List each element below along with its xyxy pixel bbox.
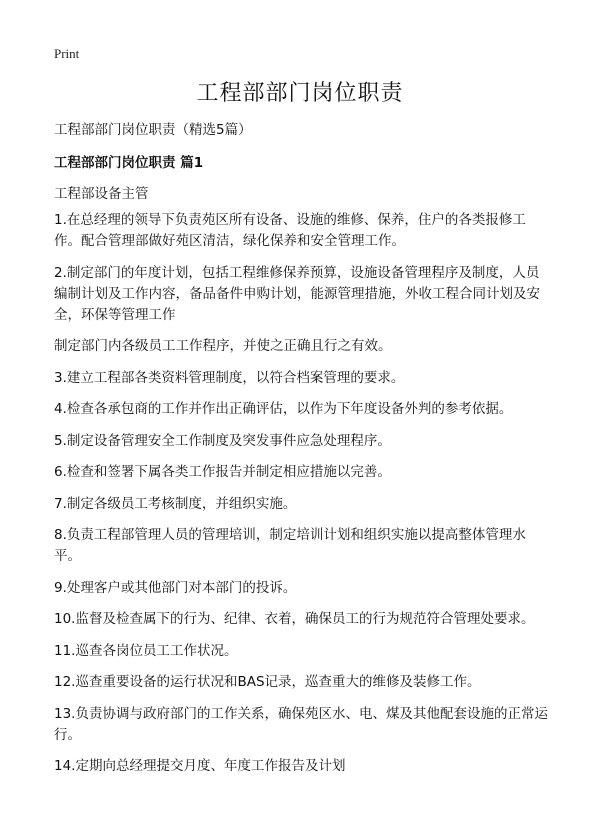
duty-item-14: 14.定期向总经理提交月度、年度工作报告及计划 [54,758,346,774]
duty-item-4: 4.检查各承包商的工作并作出正确评估，以作为下年度设备外判的参考依据。 [54,401,513,417]
duty-item-11: 11.巡查各岗位员工工作状况。 [54,642,238,659]
print-link[interactable]: Print [54,46,80,61]
duty-item-2: 2.制定部门的年度计划，包括工程维修保养预算，设施设备管理程序及制度，人员编制计划及工作内容，备品备件申购计划，能源管理措施，外收工程合同计划及安全，环保等管理工作 [54,264,540,323]
duty-item-1: 1.在总经理的领导下负责苑区所有设备、设施的维修、保养，住户的各类报修工作。配合管理部做好苑区清洁，绿化保养和安全管理工作。 [54,212,526,249]
duty-item-7: 7.制定各级员工考核制度，并组织实施。 [54,495,297,512]
duty-item-3: 3.建立工程部各类资料管理制度，以符合档案管理的要求。 [54,369,405,386]
page-title: 工程部部门岗位职责 [196,81,404,106]
duty-item-6: 6.检查和签署下属各类工作报告并制定相应措施以完善。 [54,464,391,480]
duty-item-10: 10.监督及检查属下的行为、纪律、衣着，确保员工的行为规范符合管理处要求。 [54,611,535,627]
duty-item-5: 5.制定设备管理安全工作制度及突发事件应急处理程序。 [54,432,391,449]
duty-item-9: 9.处理客户或其他部门对本部门的投诉。 [54,579,297,596]
duty-item-13: 13.负责协调与政府部门的工作关系，确保苑区水、电、煤及其他配套设施的正常运行。 [54,705,548,743]
duty-item-2-continued: 制定部门内各级员工工作程序，并使之正确且行之有效。 [54,338,392,354]
duty-item-12: 12.巡查重要设备的运行状况和BAS记录，巡查重大的维修及装修工作。 [54,674,481,690]
role-title: 工程部设备主管 [54,186,149,202]
duty-item-8: 8.负责工程部管理人员的管理培训，制定培训计划和组织实施以提高整体管理水平。 [54,527,526,564]
duty-list [54,210,548,788]
section-heading: 工程部部门岗位职责 篇1 [54,155,204,171]
document-subtitle: 工程部部门岗位职责（精选5篇） [54,122,252,138]
